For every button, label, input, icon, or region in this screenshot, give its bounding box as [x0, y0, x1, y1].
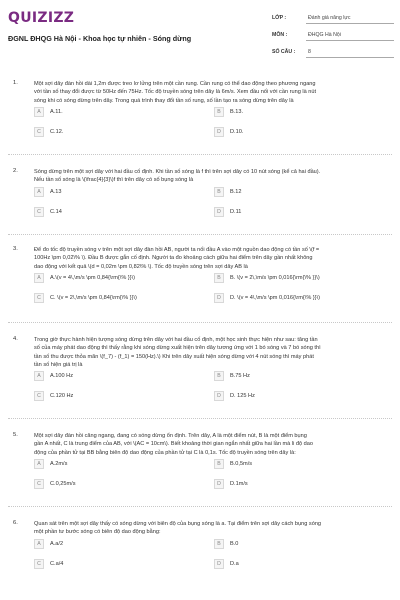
option-text: D.a	[230, 561, 239, 567]
option-text: A.100 Hz	[50, 373, 74, 379]
option-text: D.11	[230, 209, 242, 215]
option-c[interactable]	[34, 558, 184, 570]
question-number: 1.	[13, 80, 18, 86]
option-letter-box: D	[214, 293, 224, 303]
worksheet-meta	[272, 12, 394, 63]
option-text: B.13.	[230, 109, 244, 115]
option-c[interactable]	[34, 390, 184, 402]
option-text: B.0	[230, 541, 239, 547]
question-text	[34, 520, 390, 537]
option-letter-box: C	[34, 479, 44, 489]
question-number: 5.	[13, 432, 18, 438]
option-letter-box: A	[34, 539, 44, 549]
meta-value: 8	[306, 46, 394, 58]
question-text	[34, 80, 390, 105]
option-a[interactable]	[34, 106, 184, 118]
option-text: D.10.	[230, 129, 244, 135]
question-text-line: sóng khi có sóng dừng trên dây. Trong quá trình thay đổi tần số rung, số lần tạo ra sóng dừng trên dây là	[34, 97, 294, 104]
quizizz-logo: QUIZIZZ	[8, 10, 75, 26]
question-text-line: Nếu tần số sóng là \(\frac{4}{3}\)f thì trên dây có số bụng sóng là	[34, 177, 194, 184]
option-letter-box: A	[34, 107, 44, 117]
question-number: 3.	[13, 246, 18, 252]
option-a[interactable]	[34, 370, 184, 382]
option-text: C.12.	[50, 129, 64, 135]
option-text: C.0,25m/s	[50, 481, 76, 487]
meta-label: SỐ CÂU :	[272, 49, 296, 55]
option-letter-box: A	[34, 459, 44, 469]
option-a[interactable]	[34, 538, 184, 550]
worksheet-title: ĐGNL ĐHQG Hà Nội - Khoa học tự nhiên - Sóng dừng	[8, 34, 192, 43]
question-text-line: với tần số thay đổi được từ 50Hz đến 75Hz. Tốc độ truyền sóng trên dây là 6m/s. Xem đầu nối với cần rung là nút	[34, 89, 317, 96]
question-text-line: Để đo tốc độ truyền sóng v trên một sợi dây đàn hồi AB, người ta nối đầu A vào một nguồn dao động có tần số \(f =	[34, 247, 320, 253]
option-text: A.a/2	[50, 541, 64, 547]
option-letter-box: B	[214, 187, 224, 197]
option-a[interactable]	[34, 458, 184, 470]
meta-row-count	[272, 46, 394, 63]
option-letter-box: B	[214, 459, 224, 469]
question-text-line: tần số hiện giá trị là	[34, 361, 83, 368]
question-text-line: Sóng dừng trên một sợi dây với hai đầu cố định. Khi tần số sóng là f thì trên sợi dây có 10 nút sóng (kể cả hai đầu).	[34, 169, 321, 175]
option-text: B.12	[230, 189, 242, 195]
option-text: B. \(v = 2\,\m/s \pm 0,016{\rm{\% }}\)	[230, 275, 320, 281]
question-text-line: gần A nhất, C là trung điểm của AB, với \(AC = 10cm\). Biết khoảng thời gian ngắn nhất giữa hai lần mà li độ dao	[34, 441, 313, 448]
question-text-line: Một sợi dây đàn hồi dài 1,2m được treo lơ lửng trên một cần rung. Cần rung có thể dao động theo phương ngang	[34, 81, 316, 87]
option-b[interactable]	[214, 458, 364, 470]
question-text-line: tần số thu được thỏa mãn \(f_7) - (f_1) = 150(Hz).\) Khi trên dây xuất hiện sóng dừng với 4 nút sóng thì máy phát	[34, 353, 314, 360]
question-text-line: Trong giờ thực hành hiện tượng sóng dừng trên dây với hai đầu cố định, một học sinh thực hiện như sau: tăng tần	[34, 337, 318, 343]
meta-row-class	[272, 12, 394, 29]
option-letter-box: B	[214, 371, 224, 381]
question-text	[34, 432, 390, 457]
option-b[interactable]	[214, 272, 364, 284]
question-text-line: số của máy phát dao động thì thấy rằng khi sóng dừng xuất hiện trên dây tương ứng với 1 bó sóng và 7 bó sóng thì	[34, 345, 321, 352]
question-text-line: một phần tư bước sóng có biên độ dao động bằng:	[34, 529, 161, 536]
meta-value: Đánh giá năng lực	[306, 12, 394, 24]
question-text	[34, 246, 390, 271]
option-letter-box: A	[34, 371, 44, 381]
meta-value: ĐHQG Hà Nội	[306, 29, 394, 41]
option-d[interactable]	[214, 478, 364, 490]
option-letter-box: D	[214, 207, 224, 217]
option-text: D. \(v = 4\,\m/s \pm 0,016{\rm{\% }}\)	[230, 295, 320, 301]
option-c[interactable]	[34, 206, 184, 218]
option-letter-box: D	[214, 559, 224, 569]
option-letter-box: B	[214, 107, 224, 117]
option-d[interactable]	[214, 292, 364, 304]
option-letter-box: B	[214, 539, 224, 549]
meta-row-subject	[272, 29, 394, 46]
option-letter-box: A	[34, 273, 44, 283]
option-d[interactable]	[214, 126, 364, 138]
question-divider	[8, 234, 392, 235]
option-a[interactable]	[34, 272, 184, 284]
option-letter-box: C	[34, 207, 44, 217]
option-letter-box: B	[214, 273, 224, 283]
question-text-line: 100Hz \pm 0,02\% \). Đầu B được gắn cố định. Người ta đo khoảng cách giữa hai điểm trên dây gần nhất không	[34, 255, 313, 262]
question-divider	[8, 418, 392, 419]
option-text: B.75 Hz	[230, 373, 250, 379]
option-d[interactable]	[214, 558, 364, 570]
option-b[interactable]	[214, 370, 364, 382]
option-text: B.0,5m/s	[230, 461, 253, 467]
option-text: A.\(v = 4\,\m/s \pm 0,84{\rm{\% }}\)	[50, 275, 136, 281]
question-divider	[8, 506, 392, 507]
option-d[interactable]	[214, 206, 364, 218]
question-text-line: dao động với kết quả \(d = 0,02m \pm 0,82\% \). Tốc độ truyền sóng trên sợi dây AB là	[34, 263, 248, 270]
option-text: C.14	[50, 209, 62, 215]
meta-label: MÔN :	[272, 32, 288, 38]
question-text-line: Một sợi dây đàn hồi căng ngang, đang có sóng dừng ổn định. Trên dây, A là một điểm nút, B là một điểm bụng	[34, 433, 307, 439]
option-letter-box: C	[34, 127, 44, 137]
question-number: 4.	[13, 336, 18, 342]
option-letter-box: A	[34, 187, 44, 197]
worksheet-header	[0, 0, 400, 66]
option-letter-box: D	[214, 127, 224, 137]
question-divider	[8, 322, 392, 323]
option-text: D.1m/s	[230, 481, 248, 487]
option-b[interactable]	[214, 106, 364, 118]
question-text-line: Quan sát trên một sợi dây thấy có sóng dừng với biên độ của bụng sóng là a. Tại điểm trên sợi dây cách bụng sóng	[34, 521, 322, 527]
option-letter-box: D	[214, 479, 224, 489]
option-text: C.120 Hz	[50, 393, 74, 399]
option-text: D. 125 Hz	[230, 393, 255, 399]
option-b[interactable]	[214, 186, 364, 198]
question-divider	[8, 154, 392, 155]
option-a[interactable]	[34, 186, 184, 198]
option-text: A.13	[50, 189, 62, 195]
question-number: 6.	[13, 520, 18, 526]
option-b[interactable]	[214, 538, 364, 550]
question-number: 2.	[13, 168, 18, 174]
option-text: A.11.	[50, 109, 63, 115]
question-text	[34, 168, 390, 185]
meta-label: LỚP :	[272, 15, 287, 21]
option-letter-box: D	[214, 391, 224, 401]
option-c[interactable]	[34, 292, 184, 304]
option-text: C. \(v = 2\,\m/s \pm 0,84{\rm{\% }}\)	[50, 295, 137, 301]
question-text-line: động của phần tử tại BB bằng biên độ dao động của phần tử tại C là 0,1s. Tốc độ truyền sóng trên dây là:	[34, 449, 296, 456]
option-text: A.2m/s	[50, 461, 68, 467]
option-text: C.a/4	[50, 561, 64, 567]
option-letter-box: C	[34, 293, 44, 303]
option-d[interactable]	[214, 390, 364, 402]
option-c[interactable]	[34, 126, 184, 138]
option-c[interactable]	[34, 478, 184, 490]
option-letter-box: C	[34, 559, 44, 569]
option-letter-box: C	[34, 391, 44, 401]
question-text	[34, 336, 390, 369]
